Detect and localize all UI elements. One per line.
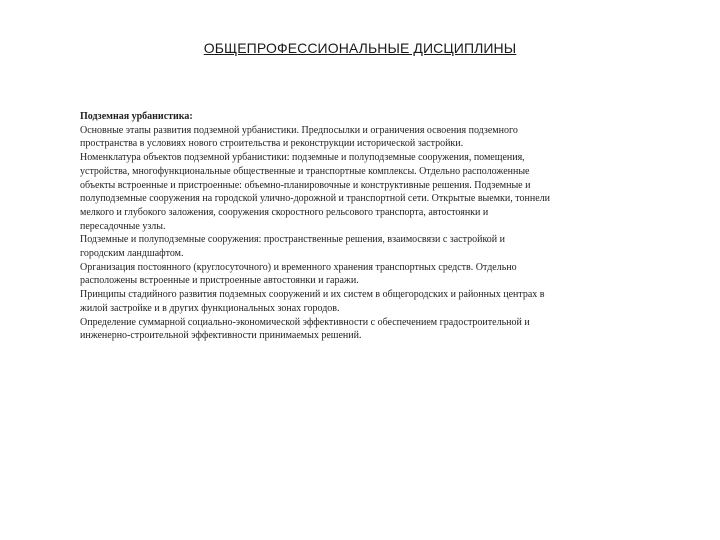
paragraph-nomenclature: Номенклатура объектов подземной урбанистики: подземные и полуподземные сооружения, помещения, устройства, многофункциональные общественные и транспортные комплексы. Отдельно расположенные объекты встроенные и пристроенные: объемно-планировочные и конструктивные решения. Подземные и полуподземные сооружения на городской улично-дорожной и транспортной сети. Открытые выемки, тоннели мелкого и глубокого заложения, сооружения скоростного рельсового транспорта, автостоянки и пересадочные узлы.	[80, 152, 550, 232]
section-heading: Подземная урбанистика:	[80, 111, 193, 122]
paragraph-stages: Основные этапы развития подземной урбанистики. Предпосылки и ограничения освоения подземного пространства в условиях нового строительства и реконструкции исторической застройки.	[80, 124, 518, 150]
document-body	[80, 110, 550, 343]
paragraph-efficiency: Определение суммарной социально-экономической эффективности с обеспечением градостроительной и инженерно-строительной эффективности принимаемых решений.	[80, 316, 530, 342]
paragraph-vehicle-storage: Организация постоянного (круглосуточного) и временного хранения транспортных средств. Отдельно расположены встроенные и пристроенные автостоянки и гаражи.	[80, 261, 517, 287]
paragraph-spatial-solutions: Подземные и полуподземные сооружения: пространственные решения, взаимосвязи с застройкой и городским ландшафтом.	[80, 234, 506, 260]
paragraph-staged-development: Принципы стадийного развития подземных сооружений и их систем в общегородских и районных центрах в жилой застройке и в других функциональных зонах городов.	[80, 289, 545, 314]
page-title: ОБЩЕПРОФЕССИОНАЛЬНЫЕ ДИСЦИПЛИНЫ	[203, 40, 517, 56]
